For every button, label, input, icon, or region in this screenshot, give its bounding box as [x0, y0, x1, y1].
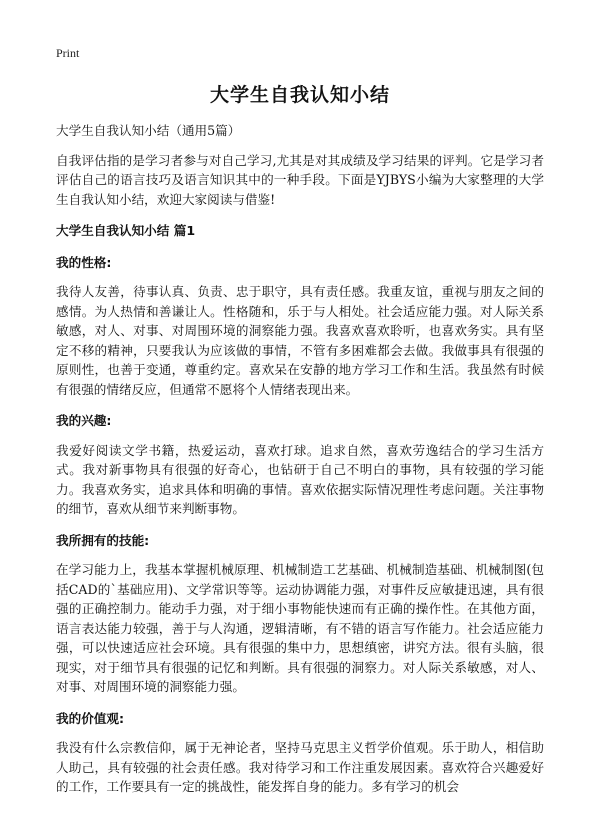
intro-paragraph: 自我评估指的是学习者参与对自己学习,尤其是对其成绩及学习结果的评判。它是学习者评估自己的语言技巧及语言知识其中的一种手段。下面是YJBYS小编为大家整理的大学生自我认知小结，欢迎大家阅读与借鉴!: [56, 152, 544, 207]
section-body-values: 我没有什么宗教信仰，属于无神论者，坚持马克思主义哲学价值观。乐于助人，相信助人助己，具有较强的社会责任感。我对待学习和工作注重发展因素。喜欢符合兴趣爱好的工作，工作要具有一定的挑战性，能发挥自身的能力。多有学习的机会: [56, 740, 544, 794]
section-body-skills: 在学习能力上，我基本掌握机械原理、机械制造工艺基础、机械制造基础、机械制图(包括CAD的`基础应用)、文学常识等等。运动协调能力强，对事件反应敏捷迅速，具有很强的正确控制力。能动手力强，对于细小事物能快速而有正确的操作性。在其他方面，语言表达能力较强，善于与人沟通，逻辑清晰，有不错的语言写作能力。社会适应能力强，可以快速适应社会环境。具有很强的集中力，思想缜密，讲究方法。很有头脑，很现实，对于细节具有很强的记忆和判断。具有很强的洞察力。对人际关系敏感，对人、对事、对周围环境的洞察能力强。: [56, 562, 544, 694]
section-heading-interests: 我的兴趣:: [56, 413, 112, 428]
article-heading: 大学生自我认知小结 篇1: [56, 223, 196, 238]
document-subtitle: 大学生自我认知小结（通用5篇）: [56, 123, 241, 138]
section-heading-skills: 我所拥有的技能:: [56, 532, 150, 548]
section-heading-values: 我的价值观:: [56, 710, 125, 726]
print-link[interactable]: Print: [56, 46, 80, 60]
section-heading-personality: 我的性格:: [56, 254, 112, 270]
page-title: 大学生自我认知小结: [209, 84, 390, 106]
section-body-interests: 我爱好阅读文学书籍，热爱运动，喜欢打球。追求自然，喜欢劳逸结合的学习生活方式。我对新事物具有很强的好奇心，也钻研于自己不明白的事物，具有较强的学习能力。我喜欢务实，追求具体和明确的事情。喜欢依据实际情况理性考虑问题。关注事物的细节，喜欢从细节来判断事物。: [56, 442, 544, 516]
document-content: [56, 121, 544, 809]
section-body-personality: 我待人友善，待事认真、负责、忠于职守，具有责任感。我重友谊，重视与朋友之间的感情。为人热情和善谦让人。性格随和，乐于与人相处。社会适应能力强。对人际关系敏感，对人、对事、对周围环境的洞察能力强。我喜欢喜欢聆听，也喜欢务实。具有坚定不移的精神，只要我认为应该做的事情，不管有多困难都会去做。我做事具有很强的原则性，也善于变通，尊重约定。喜欢呆在安静的地方学习工作和生活。我虽然有时候有很强的情绪反应，但通常不愿将个人情绪表现出来。: [56, 284, 544, 397]
